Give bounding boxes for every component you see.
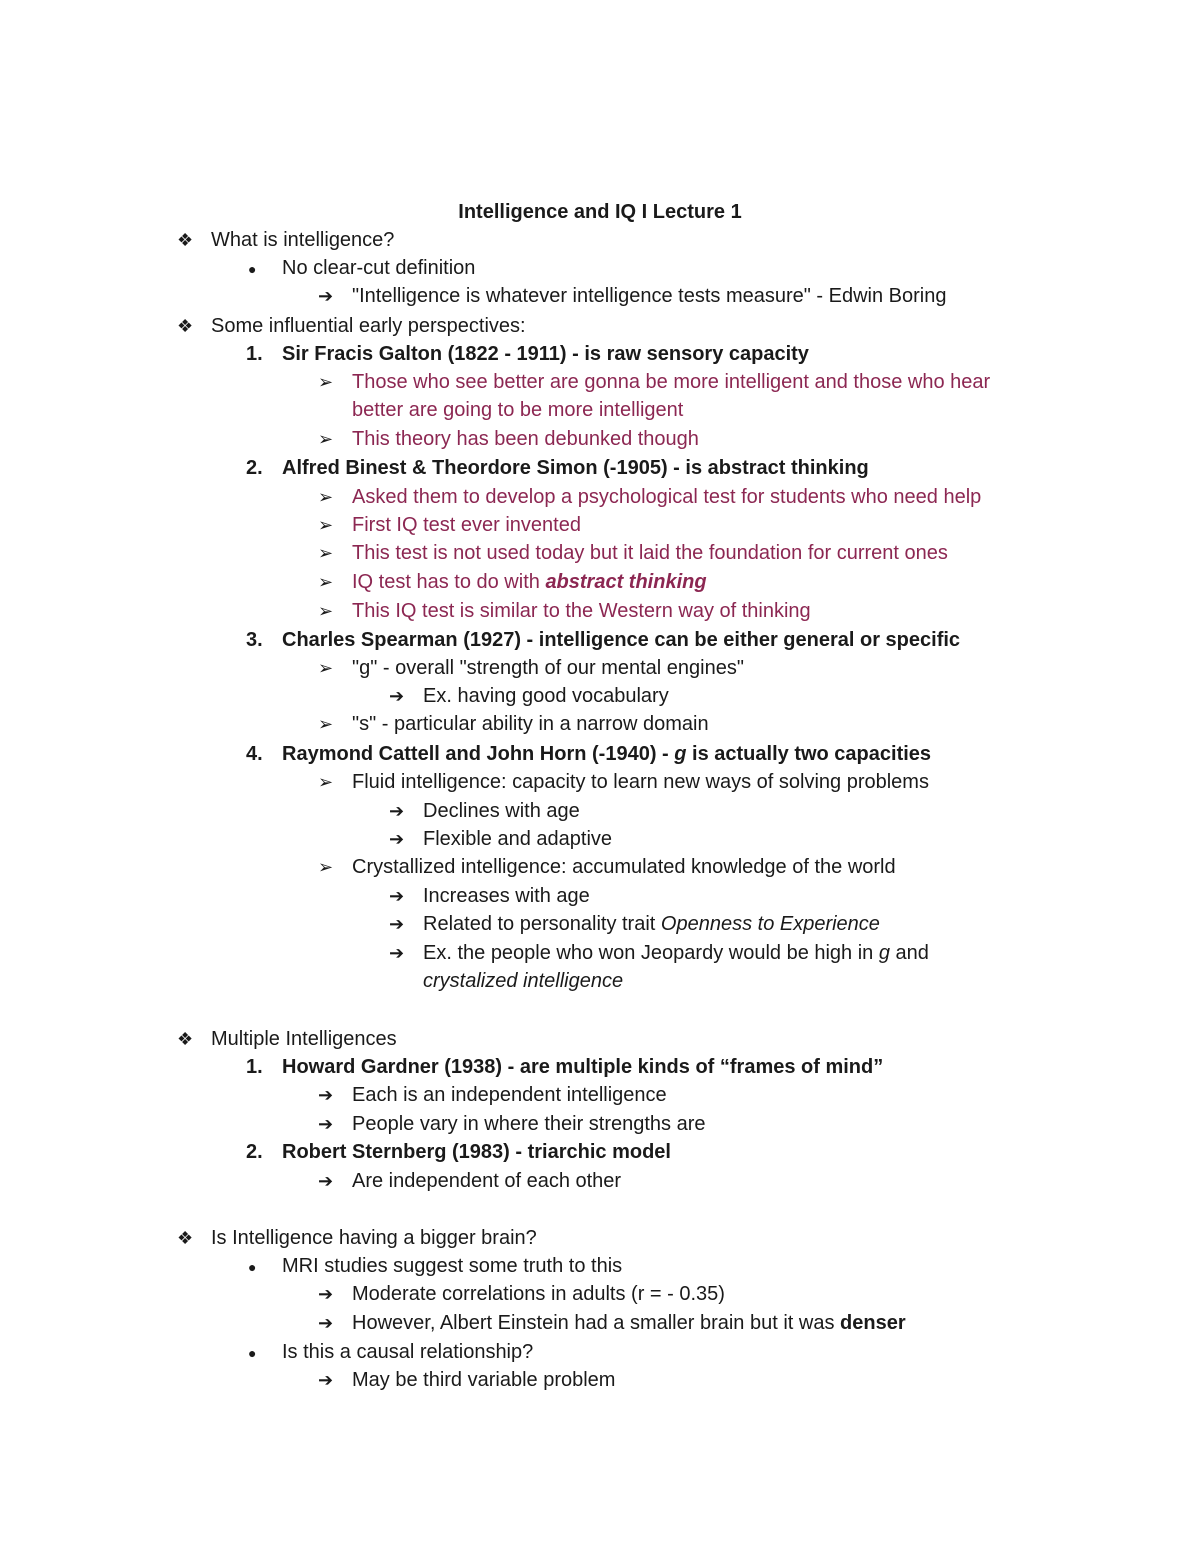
arrow-bullet-icon: ➔ (318, 1114, 334, 1134)
arrow-bullet-icon: ➔ (318, 1171, 334, 1191)
list-item-heading: Charles Spearman (1927) - intelligence can be either general or specific (282, 629, 961, 651)
list-item: Are independent of each other (352, 1170, 622, 1192)
arrowhead-bullet-icon: ➢ (318, 772, 334, 792)
arrowhead-bullet-icon: ➢ (318, 372, 334, 392)
arrow-bullet-icon: ➔ (318, 1284, 334, 1304)
arrowhead-bullet-icon: ➢ (318, 429, 334, 449)
list-item-continuation: crystalized intelligence (423, 970, 624, 992)
list-item-heading: Robert Sternberg (1983) - triarchic model (282, 1141, 671, 1163)
list-item-heading: Howard Gardner (1938) - are multiple kinds of “frames of mind” (282, 1056, 884, 1078)
list-item: "s" - particular ability in a narrow domain (352, 713, 709, 735)
list-item: This test is not used today but it laid the foundation for current ones (352, 542, 948, 564)
arrowhead-bullet-icon: ➢ (318, 572, 334, 592)
list-item: Declines with age (423, 800, 580, 822)
section-heading: Some influential early perspectives: (211, 315, 526, 337)
arrowhead-bullet-icon: ➢ (318, 601, 334, 621)
diamond-bullet-icon: ❖ (177, 1029, 194, 1049)
list-item-heading: Raymond Cattell and John Horn (-1940) - g is actually two capacities (282, 743, 932, 765)
arrowhead-bullet-icon: ➢ (318, 857, 334, 877)
list-item: First IQ test ever invented (352, 514, 581, 536)
list-item: MRI studies suggest some truth to this (282, 1255, 623, 1277)
list-number: 1. (246, 1056, 263, 1078)
list-item: IQ test has to do with abstract thinking (352, 571, 707, 593)
list-number: 1. (246, 343, 263, 365)
arrow-bullet-icon: ➔ (389, 886, 405, 906)
emphasis-text: abstract thinking (545, 571, 707, 593)
dot-bullet-icon: ● (248, 261, 257, 277)
list-item: Increases with age (423, 885, 590, 907)
diamond-bullet-icon: ❖ (177, 1228, 194, 1248)
arrow-bullet-icon: ➔ (318, 1313, 334, 1333)
arrowhead-bullet-icon: ➢ (318, 515, 334, 535)
arrow-bullet-icon: ➔ (318, 286, 334, 306)
section-heading: Is Intelligence having a bigger brain? (211, 1227, 537, 1249)
dot-bullet-icon: ● (248, 1259, 257, 1275)
list-item-continuation: better are going to be more intelligent (352, 399, 684, 421)
list-item: This IQ test is similar to the Western way of thinking (352, 600, 811, 622)
list-item: Moderate correlations in adults (r = - 0.35) (352, 1283, 725, 1305)
list-item: Is this a causal relationship? (282, 1341, 534, 1363)
list-item-heading: Alfred Binest & Theordore Simon (-1905) - is abstract thinking (282, 457, 869, 479)
list-item: Each is an independent intelligence (352, 1084, 667, 1106)
section-heading: What is intelligence? (211, 229, 395, 251)
arrow-bullet-icon: ➔ (389, 686, 405, 706)
list-item: Those who see better are gonna be more intelligent and those who hear (352, 371, 991, 393)
list-number: 2. (246, 457, 263, 479)
arrow-bullet-icon: ➔ (389, 801, 405, 821)
list-number: 3. (246, 629, 263, 651)
arrowhead-bullet-icon: ➢ (318, 487, 334, 507)
dot-bullet-icon: ● (248, 1345, 257, 1361)
list-item: Crystallized intelligence: accumulated knowledge of the world (352, 856, 896, 878)
list-number: 4. (246, 743, 263, 765)
page-title: Intelligence and IQ I Lecture 1 (458, 201, 742, 223)
list-item: This theory has been debunked though (352, 428, 699, 450)
diamond-bullet-icon: ❖ (177, 316, 194, 336)
list-item: People vary in where their strengths are (352, 1113, 706, 1135)
arrow-bullet-icon: ➔ (389, 914, 405, 934)
list-item: "Intelligence is whatever intelligence tests measure" - Edwin Boring (352, 285, 947, 307)
diamond-bullet-icon: ❖ (177, 230, 194, 250)
list-item: "g" - overall "strength of our mental engines" (352, 657, 744, 679)
list-item: May be third variable problem (352, 1369, 616, 1391)
list-item: However, Albert Einstein had a smaller brain but it was denser (352, 1312, 906, 1334)
list-item: Related to personality trait Openness to Experience (423, 913, 880, 935)
list-item: No clear-cut definition (282, 257, 476, 279)
list-item: Flexible and adaptive (423, 828, 613, 850)
arrowhead-bullet-icon: ➢ (318, 543, 334, 563)
arrow-bullet-icon: ➔ (389, 829, 405, 849)
list-item-heading: Sir Fracis Galton (1822 - 1911) - is raw sensory capacity (282, 343, 809, 365)
arrow-bullet-icon: ➔ (318, 1085, 334, 1105)
list-item: Ex. the people who won Jeopardy would be high in g and (423, 942, 929, 964)
arrowhead-bullet-icon: ➢ (318, 714, 334, 734)
arrow-bullet-icon: ➔ (318, 1370, 334, 1390)
list-item: Asked them to develop a psychological test for students who need help (352, 486, 982, 508)
list-number: 2. (246, 1141, 263, 1163)
list-item: Ex. having good vocabulary (423, 685, 669, 707)
arrowhead-bullet-icon: ➢ (318, 658, 334, 678)
arrow-bullet-icon: ➔ (389, 943, 405, 963)
list-item: Fluid intelligence: capacity to learn new ways of solving problems (352, 771, 929, 793)
section-heading: Multiple Intelligences (211, 1028, 397, 1050)
